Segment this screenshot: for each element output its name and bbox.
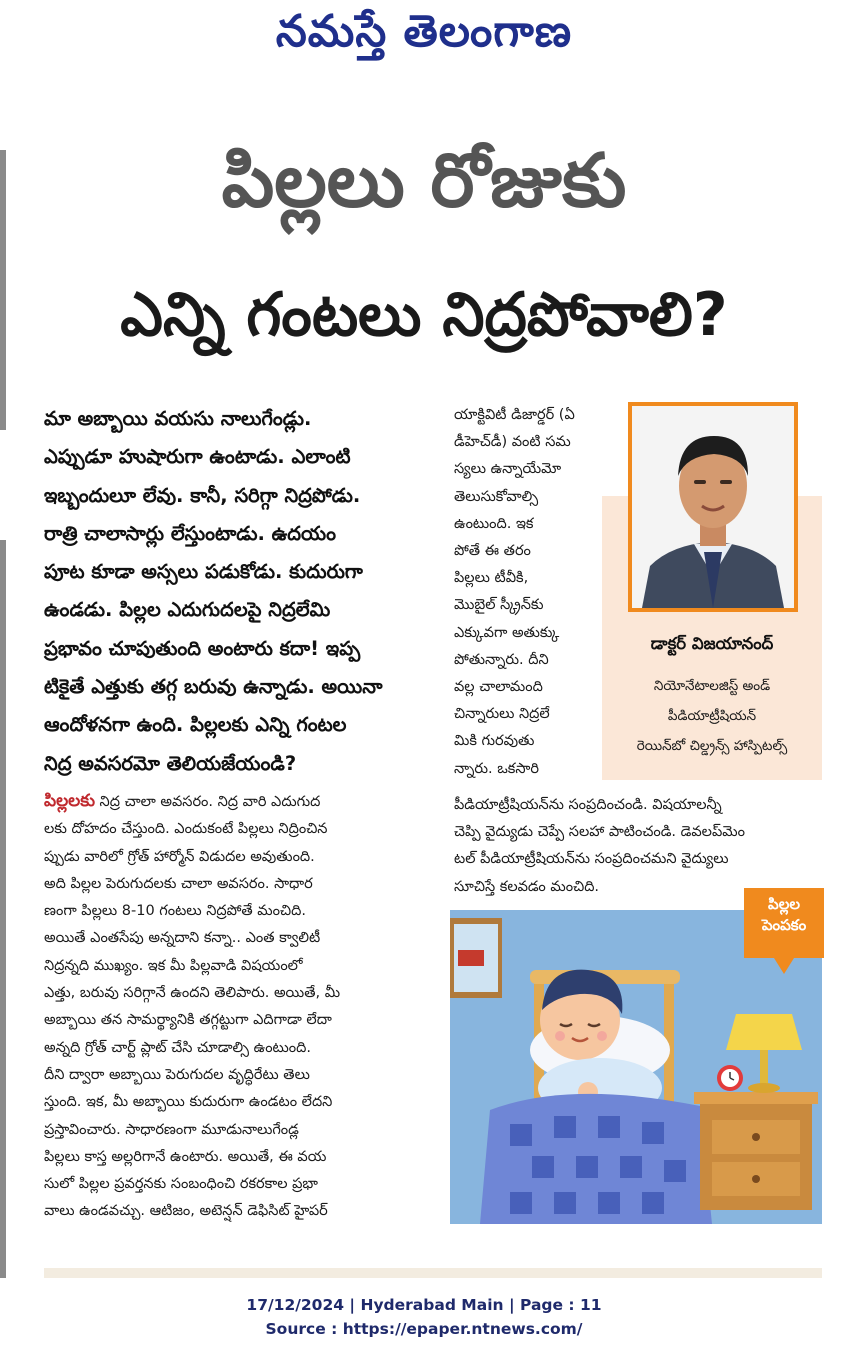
answer-line: వాలు ఉండవచ్చు. ఆటిజం, అటెన్షన్ డెఫిసిట్ హైపర్ — [44, 1203, 328, 1220]
question-line: టికైతే ఎత్తుకు తగ్గ బరువు ఉన్నాడు. అయినా — [44, 675, 383, 699]
answer-line: నిద్రన్నది ముఖ్యం. ఇక మీ పిల్లవాడి విషయంలో — [44, 957, 303, 974]
footer-edition: 17/12/2024 | Hyderabad Main | Page : 11 — [246, 1296, 602, 1314]
answer-line: మికి గురవుతు — [454, 733, 535, 750]
answer-line: వల్ల చాలామంది — [454, 679, 543, 696]
question-line: ఉండడు. పిల్లల ఎదుగుదలపై నిద్రలేమి — [44, 598, 331, 622]
headline-line-1: పిల్లలు రోజుకు — [221, 138, 627, 224]
answer-right-wide-column — [454, 792, 820, 901]
answer-line: టల్ పీడియాట్రీషియన్‌ను సంప్రదించమని వైద్యులు — [454, 851, 729, 868]
answer-line: లకు దోహదం చేస్తుంది. ఎందుకంటే పిల్లలు నిద్రించిన — [44, 821, 328, 838]
answer-line: అన్నది గ్రోత్ చార్ట్ ప్లాట్ చేసి చూడాల్సి ఉంటుంది. — [44, 1039, 311, 1056]
answer-line: ప్పుడు వారిలో గ్రోత్ హార్మోన్ విడుదల అవుతుంది. — [44, 848, 315, 865]
doctor-hospital: రెయిన్‌బో చిల్డ్రన్స్ హాస్పిటల్స్ — [636, 738, 788, 754]
answer-line: ఉంటుంది. ఇక — [454, 515, 534, 532]
answer-line: మొబైల్ స్క్రీన్‌కు — [454, 597, 544, 614]
answer-line: స్తుంది. ఇక, మీ అబ్బాయి కుదురుగా ఉండటం లేదని — [44, 1094, 333, 1111]
answer-line: దీని ద్వారా అబ్బాయి పెరుగుదల వృద్ధిరేటు తెలు — [44, 1066, 310, 1083]
answer-line: సులో పిల్లల ప్రవర్తనకు సంబంధించి రకరకాల ప్రభా — [44, 1176, 318, 1193]
section-tag-line: పిల్లల — [768, 895, 800, 913]
question-line: ఎప్పుడూ హుషారుగా ఉంటాడు. ఎలాంటి — [44, 445, 351, 469]
left-edge-rule — [0, 540, 6, 1278]
bottom-divider — [44, 1268, 822, 1278]
answer-line: డీహెచ్‌డీ) వంటి సమ — [454, 434, 571, 451]
question-line: మా అబ్బాయి వయసు నాలుగేండ్లు. — [44, 407, 312, 430]
question-line: నిద్ర అవసరమో తెలియజేయండి? — [44, 751, 297, 775]
answer-line: ప్రస్తావించారు. సాధారణంగా మూడునాలుగేండ్ల — [44, 1121, 299, 1138]
question-line: ఇబ్బందులూ లేవు. కానీ, సరిగ్గా నిద్రపోడు. — [44, 483, 361, 507]
answer-line: ఎక్కువగా అతుక్కు — [454, 624, 560, 641]
answer-line: చిన్నారులు నిద్రలే — [454, 706, 550, 723]
answer-line: పిల్లలు కాస్త అల్లరిగానే ఉంటారు. అయితే, ఈ వయ — [44, 1148, 327, 1165]
reader-question — [44, 400, 439, 783]
doctor-portrait-image — [632, 406, 794, 608]
doctor-name: డాక్టర్ విజయానంద్ — [650, 634, 774, 653]
answer-line: ణంగా పిల్లలు 8-10 గంటలు నిద్రపోతే మంచిది. — [44, 903, 306, 920]
answer-line: ఎత్తు, బరువు సరిగ్గానే ఉందని తెలిపారు. అయితే, మీ — [44, 985, 341, 1002]
headline-line-2: ఎన్ని గంటలు నిద్రపోవాలి? — [120, 280, 728, 350]
answer-first-line — [44, 788, 424, 816]
section-tag-label — [744, 894, 824, 936]
doctor-specialty: నియోనేటాలజిస్ట్ అండ్ — [653, 678, 771, 694]
answer-line: చెప్పి వైద్యుడు చెప్పే సలహా పాటించండి. డెవలప్‌మెం — [454, 824, 745, 841]
answer-line: పిల్లలు టీవీకి, — [454, 570, 529, 587]
answer-line: న్నారు. ఒకసారి — [454, 760, 539, 777]
answer-line: తెలుసుకోవాల్సి — [454, 488, 539, 505]
answer-line: పోతే ఈ తరం — [454, 543, 531, 560]
answer-line: అయితే ఎంతసేపు అన్నదాని కన్నా.. ఎంత క్వాలిటీ — [44, 930, 321, 947]
answer-line: అబ్బాయి తన సామర్థ్యానికి తగ్గట్టుగా ఎదిగాడా లేదా — [44, 1012, 332, 1029]
question-line: ప్రభావం చూపుతుంది అంటారు కదా! ఇప్ప — [44, 636, 361, 660]
answer-right-narrow-column — [454, 402, 612, 783]
question-line: పూట కూడా అస్సలు పడుకోడు. కుదురుగా — [44, 560, 363, 584]
answer-left-column — [44, 788, 424, 1226]
footer-source: Source : https://epaper.ntnews.com/ — [265, 1320, 583, 1338]
answer-line: స్యలు ఉన్నాయేమో — [454, 461, 562, 478]
answer-line: అది పిల్లల పెరుగుదలకు చాలా అవసరం. సాధార — [44, 875, 313, 892]
doctor-photo — [628, 402, 798, 612]
answer-line: సూచిస్తే కలవడం మంచిది. — [454, 878, 600, 895]
answer-line: పీడియాట్రీషియన్‌ను సంప్రదించండి. విషయాలన్నీ — [454, 797, 722, 813]
masthead-logo: నమస్తే తెలంగాణ — [275, 6, 573, 57]
doctor-specialty: పీడియాట్రీషియన్ — [667, 708, 757, 724]
question-line: ఆందోళనగా ఉంది. పిల్లలకు ఎన్ని గంటల — [44, 713, 347, 737]
answer-keyword: పిల్లలకు — [44, 791, 95, 811]
answer-line: పోతున్నారు. దీని — [454, 651, 549, 668]
answer-line: యాక్టివిటీ డిజార్డర్ (ఏ — [454, 407, 575, 423]
answer-first-line-text: నిద్ర చాలా అవసరం. నిద్ర వారి ఎదుగుద — [94, 794, 321, 810]
question-line: రాత్రి చాలాసార్లు లేస్తుంటాడు. ఉదయం — [44, 521, 336, 545]
section-tag-line: పెంపకం — [761, 916, 807, 934]
